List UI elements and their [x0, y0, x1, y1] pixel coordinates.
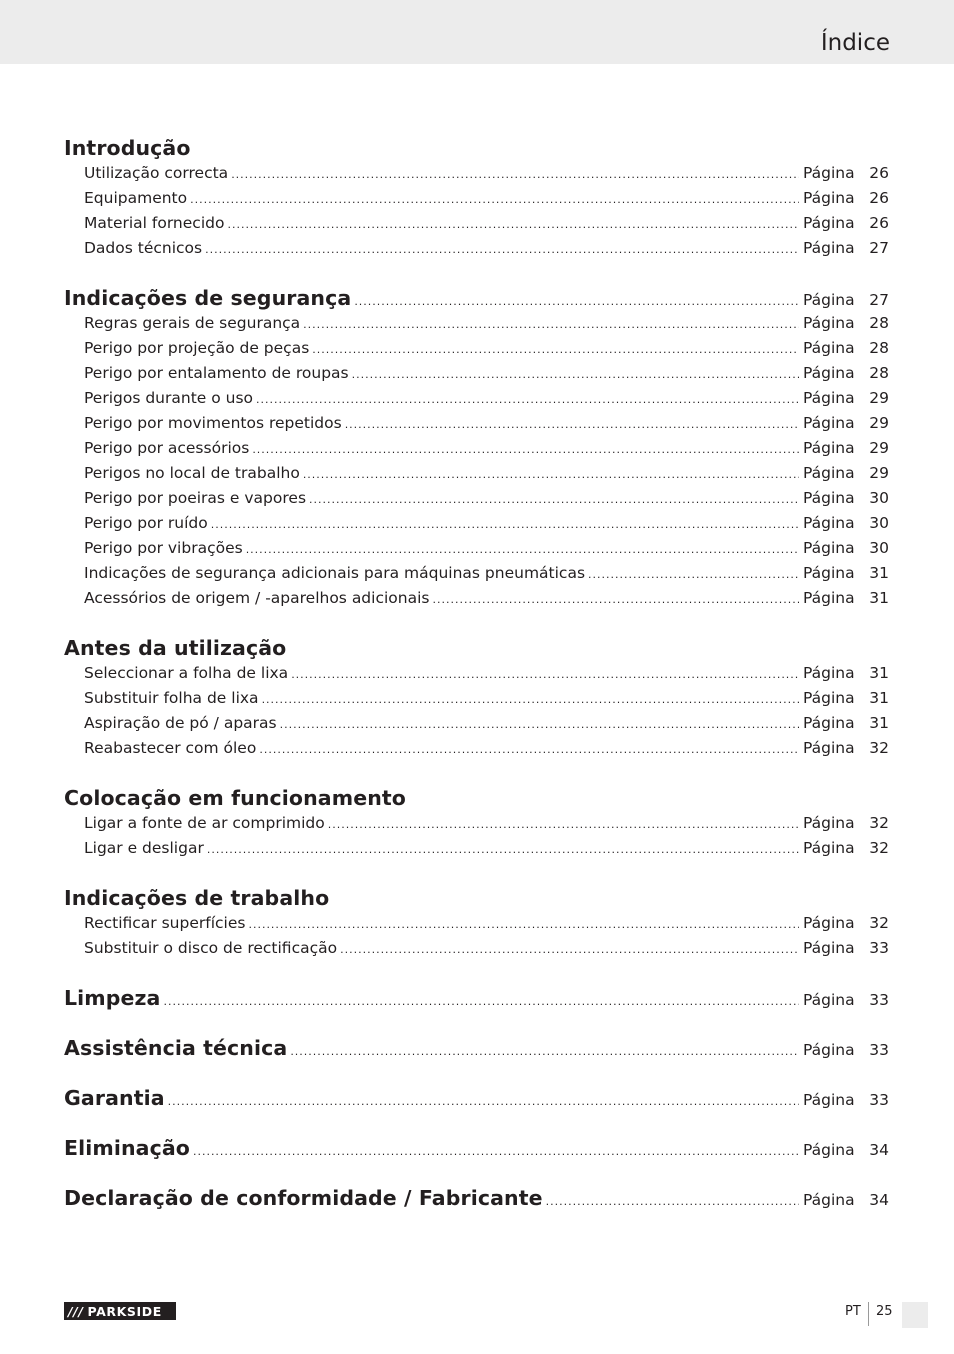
- toc-entry[interactable]: [64, 361, 889, 386]
- toc-entry[interactable]: [64, 736, 889, 761]
- section-title: Declaração de conformidade / Fabricante: [64, 1186, 543, 1210]
- toc-entry[interactable]: [64, 511, 889, 536]
- toc-entry[interactable]: [64, 211, 889, 236]
- page-ref: 33: [869, 991, 889, 1009]
- page-ref: 33: [869, 939, 889, 957]
- dot-leader: [303, 312, 799, 337]
- page-ref: 30: [869, 514, 889, 532]
- dot-leader: [303, 462, 799, 487]
- toc-entry[interactable]: [64, 836, 889, 861]
- page-word: Página: [803, 1191, 855, 1209]
- dot-leader: [193, 1139, 799, 1164]
- page-ref: 32: [869, 739, 889, 757]
- section-title: Garantia: [64, 1086, 165, 1110]
- section-title: Indicações de segurança: [64, 286, 352, 310]
- toc-section-heading[interactable]: [64, 636, 889, 661]
- section-gap: [64, 611, 889, 636]
- page-word: Página: [803, 589, 855, 607]
- entry-label: Substituir o disco de rectificação: [84, 939, 338, 957]
- toc-section-heading[interactable]: [64, 1036, 889, 1061]
- section-title: Introdução: [64, 136, 191, 160]
- page-ref: 31: [869, 664, 889, 682]
- page-word: Página: [803, 1041, 855, 1059]
- page-word: Página: [803, 739, 855, 757]
- page-ref: 28: [869, 314, 889, 332]
- section-title: Limpeza: [64, 986, 161, 1010]
- toc-section-heading[interactable]: [64, 136, 889, 161]
- page-word: Página: [803, 489, 855, 507]
- toc-entry[interactable]: [64, 336, 889, 361]
- footer-corner-box: [902, 1302, 928, 1328]
- toc-entry[interactable]: [64, 936, 889, 961]
- entry-label: Indicações de segurança adicionais para máquinas pneumáticas: [84, 564, 586, 582]
- page-title: Índice: [820, 30, 890, 56]
- page-ref: 29: [869, 464, 889, 482]
- dot-leader: [259, 737, 799, 762]
- page-word: Página: [803, 939, 855, 957]
- entry-label: Ligar a fonte de ar comprimido: [84, 814, 325, 832]
- dot-leader: [252, 437, 799, 462]
- dot-leader: [588, 562, 799, 587]
- dot-leader: [309, 487, 799, 512]
- page-ref: 27: [869, 291, 889, 309]
- page-word: Página: [803, 1091, 855, 1109]
- toc-entry[interactable]: [64, 711, 889, 736]
- entry-label: Perigo por poeiras e vapores: [84, 489, 307, 507]
- page-ref: 29: [869, 389, 889, 407]
- toc-entry[interactable]: [64, 436, 889, 461]
- toc-section: [64, 261, 889, 611]
- dot-leader: [352, 362, 799, 387]
- toc-section: [64, 1011, 889, 1061]
- entry-label: Reabastecer com óleo: [84, 739, 257, 757]
- entry-label: Perigo por vibrações: [84, 539, 243, 557]
- entry-label: Material fornecido: [84, 214, 225, 232]
- page-ref: 31: [869, 714, 889, 732]
- section-title: Indicações de trabalho: [64, 886, 330, 910]
- toc-section: [64, 1161, 889, 1211]
- page-word: Página: [803, 714, 855, 732]
- page-word: Página: [803, 514, 855, 532]
- page-number: 25: [876, 1304, 893, 1319]
- dot-leader: [190, 187, 799, 212]
- page-word: Página: [803, 464, 855, 482]
- page-ref: 27: [869, 239, 889, 257]
- dot-leader: [164, 989, 800, 1014]
- toc-section-heading[interactable]: [64, 786, 889, 811]
- section-gap: [64, 261, 889, 286]
- dot-leader: [246, 537, 799, 562]
- section-gap: [64, 1061, 889, 1086]
- toc-section-heading[interactable]: [64, 886, 889, 911]
- entry-label: Perigo por ruído: [84, 514, 208, 532]
- page-ref: 29: [869, 414, 889, 432]
- page-word: Página: [803, 239, 855, 257]
- entry-label: Acessórios de origem / -aparelhos adicionais: [84, 589, 430, 607]
- section-gap: [64, 961, 889, 986]
- page-word: Página: [803, 189, 855, 207]
- toc-section-heading[interactable]: [64, 986, 889, 1011]
- dot-leader: [231, 162, 799, 187]
- page-ref: 30: [869, 539, 889, 557]
- page-ref: 31: [869, 589, 889, 607]
- dot-leader: [290, 1039, 799, 1064]
- page-ref: 29: [869, 439, 889, 457]
- toc-section: [64, 1111, 889, 1161]
- page-ref: 30: [869, 489, 889, 507]
- table-of-contents: [64, 136, 889, 1211]
- page-ref: 26: [869, 214, 889, 232]
- dot-leader: [328, 812, 799, 837]
- logo-slashes: ///: [68, 1303, 84, 1319]
- page-word: Página: [803, 914, 855, 932]
- entry-label: Substituir folha de lixa: [84, 689, 259, 707]
- entry-label: Perigos no local de trabalho: [84, 464, 300, 482]
- page-word: Página: [803, 539, 855, 557]
- page-word: Página: [803, 314, 855, 332]
- toc-section: [64, 761, 889, 861]
- page-word: Página: [803, 689, 855, 707]
- section-title: Eliminação: [64, 1136, 190, 1160]
- page-word: Página: [803, 389, 855, 407]
- footer-divider: [868, 1302, 869, 1326]
- page-word: Página: [803, 814, 855, 832]
- parkside-logo: [64, 1302, 176, 1320]
- dot-leader: [312, 337, 799, 362]
- page-ref: 33: [869, 1041, 889, 1059]
- toc-section-heading[interactable]: [64, 1136, 889, 1161]
- page-ref: 31: [869, 564, 889, 582]
- toc-entry[interactable]: [64, 161, 889, 186]
- language-code: PT: [845, 1304, 861, 1319]
- dot-leader: [205, 237, 799, 262]
- dot-leader: [207, 837, 799, 862]
- dot-leader: [340, 937, 799, 962]
- dot-leader: [432, 587, 799, 612]
- toc-section: [64, 1061, 889, 1111]
- toc-entry[interactable]: [64, 486, 889, 511]
- page-word: Página: [803, 439, 855, 457]
- page-ref: 34: [869, 1191, 889, 1209]
- section-gap: [64, 761, 889, 786]
- logo-text: PARKSIDE: [87, 1303, 162, 1319]
- page-word: Página: [803, 339, 855, 357]
- entry-label: Utilização correcta: [84, 164, 229, 182]
- toc-section: [64, 136, 889, 261]
- toc-entry[interactable]: [64, 411, 889, 436]
- toc-entry[interactable]: [64, 811, 889, 836]
- entry-label: Dados técnicos: [84, 239, 203, 257]
- page-word: Página: [803, 164, 855, 182]
- dot-leader: [345, 412, 799, 437]
- toc-section-heading[interactable]: [64, 1086, 889, 1111]
- page-word: Página: [803, 1141, 855, 1159]
- entry-label: Perigo por entalamento de roupas: [84, 364, 349, 382]
- toc-entry[interactable]: [64, 186, 889, 211]
- entry-label: Regras gerais de segurança: [84, 314, 301, 332]
- dot-leader: [280, 712, 799, 737]
- entry-label: Seleccionar a folha de lixa: [84, 664, 289, 682]
- toc-section-heading[interactable]: [64, 1186, 889, 1211]
- toc-section: [64, 611, 889, 761]
- section-gap: [64, 861, 889, 886]
- page-word: Página: [803, 364, 855, 382]
- section-gap: [64, 1011, 889, 1036]
- page-word: Página: [803, 414, 855, 432]
- toc-entry[interactable]: [64, 311, 889, 336]
- dot-leader: [227, 212, 799, 237]
- dot-leader: [262, 687, 799, 712]
- toc-section: [64, 961, 889, 1011]
- dot-leader: [168, 1089, 799, 1114]
- toc-entry[interactable]: [64, 586, 889, 611]
- section-title: Colocação em funcionamento: [64, 786, 406, 810]
- toc-section-heading[interactable]: [64, 286, 889, 311]
- page-word: Página: [803, 214, 855, 232]
- dot-leader: [248, 912, 799, 937]
- section-gap: [64, 1111, 889, 1136]
- toc-entry[interactable]: [64, 561, 889, 586]
- toc-section: [64, 861, 889, 961]
- page-ref: 32: [869, 839, 889, 857]
- entry-label: Perigo por movimentos repetidos: [84, 414, 342, 432]
- dot-leader: [291, 662, 799, 687]
- page-ref: 33: [869, 1091, 889, 1109]
- section-title: Antes da utilização: [64, 636, 287, 660]
- dot-leader: [211, 512, 799, 537]
- dot-leader: [256, 387, 799, 412]
- toc-entry[interactable]: [64, 386, 889, 411]
- toc-entry[interactable]: [64, 911, 889, 936]
- entry-label: Perigo por projeção de peças: [84, 339, 310, 357]
- entry-label: Perigos durante o uso: [84, 389, 254, 407]
- page-word: Página: [803, 291, 855, 309]
- toc-entry[interactable]: [64, 661, 889, 686]
- entry-label: Equipamento: [84, 189, 188, 207]
- toc-entry[interactable]: [64, 461, 889, 486]
- page-ref: 28: [869, 364, 889, 382]
- section-gap: [64, 1161, 889, 1186]
- page-ref: 26: [869, 164, 889, 182]
- page-word: Página: [803, 564, 855, 582]
- page-ref: 34: [869, 1141, 889, 1159]
- page-ref: 28: [869, 339, 889, 357]
- page-word: Página: [803, 664, 855, 682]
- dot-leader: [354, 289, 799, 314]
- entry-label: Aspiração de pó / aparas: [84, 714, 277, 732]
- entry-label: Rectificar superfícies: [84, 914, 246, 932]
- toc-entry[interactable]: [64, 536, 889, 561]
- entry-label: Perigo por acessórios: [84, 439, 250, 457]
- page-word: Página: [803, 991, 855, 1009]
- header-band: [0, 0, 954, 64]
- page-ref: 31: [869, 689, 889, 707]
- toc-entry[interactable]: [64, 686, 889, 711]
- toc-entry[interactable]: [64, 236, 889, 261]
- dot-leader: [546, 1189, 799, 1214]
- entry-label: Ligar e desligar: [84, 839, 204, 857]
- page-ref: 32: [869, 914, 889, 932]
- page-word: Página: [803, 839, 855, 857]
- page-ref: 32: [869, 814, 889, 832]
- page-ref: 26: [869, 189, 889, 207]
- section-title: Assistência técnica: [64, 1036, 288, 1060]
